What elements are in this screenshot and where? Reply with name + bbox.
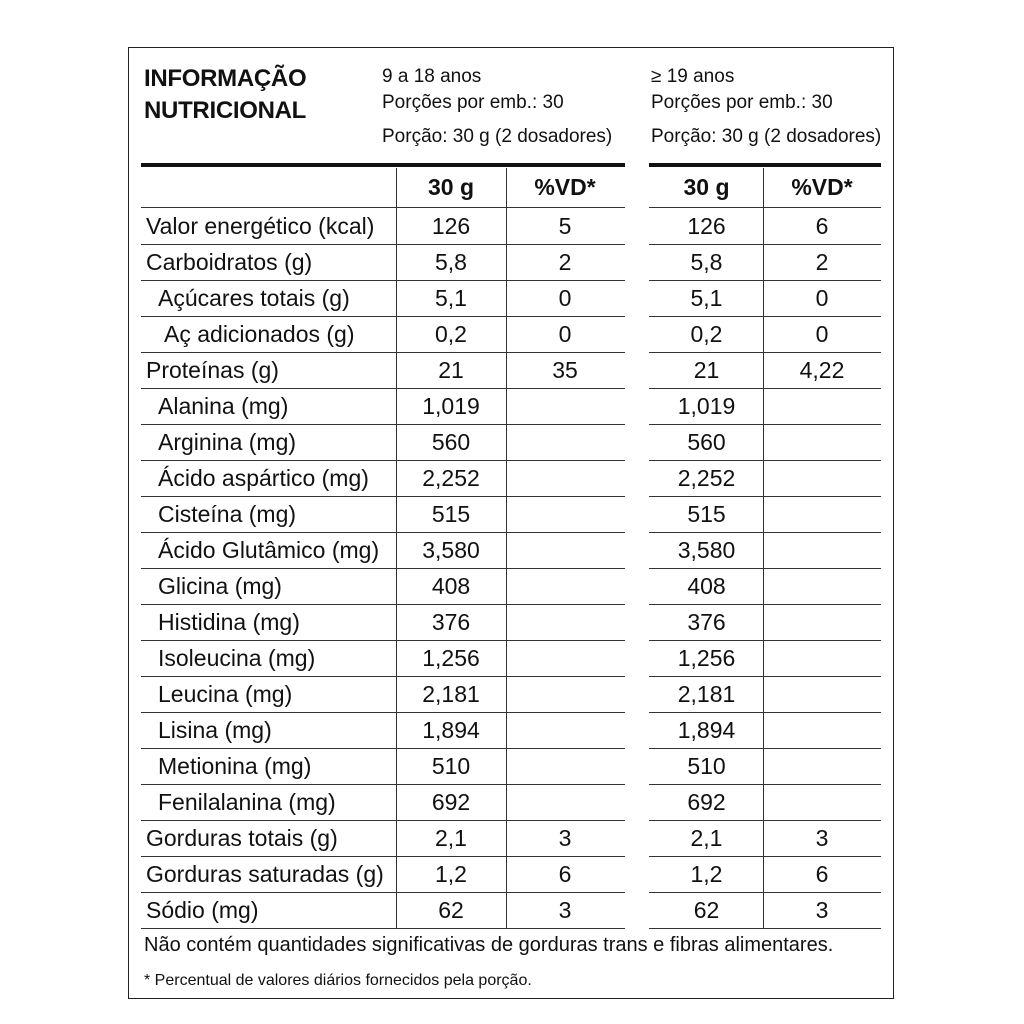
group-b-info xyxy=(651,64,881,150)
row-rule-a xyxy=(141,928,625,929)
cell-vd-b: 6 xyxy=(815,861,829,887)
cell-amount-b: 0,2 xyxy=(690,321,723,347)
cell-amount-b: 408 xyxy=(687,573,726,599)
group-a-portion: Porção: 30 g (2 dosadores) xyxy=(382,126,613,147)
footer-note: Não contém quantidades significativas de gorduras trans e fibras alimentares. xyxy=(144,934,834,956)
cell-vd-a: 2 xyxy=(558,249,572,275)
cell-vd-b: 0 xyxy=(815,285,829,311)
cell-amount-a: 1,894 xyxy=(422,717,480,743)
cell-vd-a xyxy=(506,424,624,460)
cell-vd-a xyxy=(506,784,624,820)
cell-vd-a xyxy=(506,604,624,640)
cell-amount-b: 2,1 xyxy=(690,825,723,851)
row-label: Glicina (mg) xyxy=(158,573,282,599)
cell-amount-a: 62 xyxy=(438,897,464,923)
cell-vd-b xyxy=(763,568,881,604)
page-title xyxy=(144,63,306,127)
row-label: Carboidratos (g) xyxy=(146,249,313,275)
cell-vd-a: 3 xyxy=(558,897,572,923)
cell-vd-a: 0 xyxy=(558,285,572,311)
cell-amount-b: 5,1 xyxy=(690,285,723,311)
footer-footnote: * Percentual de valores diários fornecidos pela porção. xyxy=(144,972,532,989)
cell-amount-a: 408 xyxy=(431,573,471,599)
cell-amount-b: 1,894 xyxy=(677,717,736,743)
cell-amount-b: 1,019 xyxy=(677,393,736,419)
cell-amount-a: 0,2 xyxy=(435,321,467,347)
cell-amount-a: 5,1 xyxy=(435,285,467,311)
cell-amount-a: 1,256 xyxy=(422,645,480,671)
cell-amount-b: 62 xyxy=(693,897,720,923)
row-rule-b xyxy=(649,928,881,929)
row-label: Ácido aspártico (mg) xyxy=(158,465,369,491)
cell-amount-b: 1,256 xyxy=(677,645,736,671)
cell-vd-a: 5 xyxy=(558,213,572,239)
cell-amount-b: 2,181 xyxy=(677,681,736,707)
group-a-info xyxy=(382,64,612,150)
cell-amount-a: 560 xyxy=(431,429,471,455)
cell-amount-a: 1,019 xyxy=(422,393,480,419)
cell-amount-b: 560 xyxy=(687,429,726,455)
cell-vd-b xyxy=(763,712,881,748)
cell-amount-a: 376 xyxy=(431,609,471,635)
row-label: Histidina (mg) xyxy=(158,609,300,635)
cell-vd-b xyxy=(763,676,881,712)
cell-amount-a: 515 xyxy=(431,501,471,527)
cell-vd-b: 2 xyxy=(815,249,829,275)
cell-amount-b: 692 xyxy=(687,789,726,815)
cell-amount-b: 1,2 xyxy=(690,861,723,887)
title-line-1: INFORMAÇÃO xyxy=(144,65,307,92)
cell-vd-b xyxy=(763,496,881,532)
cell-amount-b: 126 xyxy=(687,213,726,239)
cell-amount-a: 2,252 xyxy=(422,465,480,491)
row-label: Gorduras saturadas (g) xyxy=(146,861,384,887)
column-divider xyxy=(763,168,764,928)
row-label: Lisina (mg) xyxy=(158,717,272,743)
title-line-2: NUTRICIONAL xyxy=(144,97,307,124)
cell-vd-b: 3 xyxy=(815,897,829,923)
row-label: Arginina (mg) xyxy=(158,429,297,455)
row-label: Gorduras totais (g) xyxy=(146,825,338,851)
cell-amount-b: 2,252 xyxy=(677,465,736,491)
row-label: Leucina (mg) xyxy=(158,681,293,707)
cell-vd-b xyxy=(763,748,881,784)
column-divider xyxy=(506,168,507,928)
cell-amount-a: 510 xyxy=(431,753,471,779)
header-amount-a: 30 g xyxy=(427,174,475,200)
cell-amount-b: 5,8 xyxy=(690,249,723,275)
header-vd-a: %VD* xyxy=(534,174,596,200)
row-label: Valor energético (kcal) xyxy=(146,213,375,239)
group-a-age: 9 a 18 anos xyxy=(382,66,482,87)
cell-vd-b xyxy=(763,532,881,568)
cell-vd-b xyxy=(763,460,881,496)
cell-vd-a xyxy=(506,712,624,748)
cell-vd-b xyxy=(763,784,881,820)
header-amount-b: 30 g xyxy=(683,174,730,200)
cell-vd-a: 6 xyxy=(558,861,572,887)
column-divider xyxy=(396,168,397,928)
cell-vd-b: 6 xyxy=(815,213,829,239)
cell-amount-b: 376 xyxy=(687,609,726,635)
cell-amount-a: 3,580 xyxy=(422,537,480,563)
row-label: Alanina (mg) xyxy=(158,393,289,419)
cell-amount-b: 515 xyxy=(687,501,726,527)
divider-thick-b xyxy=(649,163,881,167)
cell-vd-a xyxy=(506,640,624,676)
cell-vd-a xyxy=(506,568,624,604)
cell-vd-b xyxy=(763,388,881,424)
cell-vd-a xyxy=(506,496,624,532)
cell-amount-a: 1,2 xyxy=(435,861,467,887)
cell-vd-b xyxy=(763,424,881,460)
cell-amount-a: 2,181 xyxy=(422,681,480,707)
cell-amount-b: 510 xyxy=(687,753,726,779)
row-label: Sódio (mg) xyxy=(146,897,259,923)
group-b-portions: Porções por emb.: 30 xyxy=(651,92,833,113)
cell-vd-b xyxy=(763,604,881,640)
cell-amount-a: 2,1 xyxy=(435,825,467,851)
row-label: Isoleucina (mg) xyxy=(158,645,316,671)
header-vd-b: %VD* xyxy=(791,174,853,200)
divider-thick-a xyxy=(141,163,625,167)
row-label: Aç adicionados (g) xyxy=(164,321,355,347)
group-a-portions: Porções por emb.: 30 xyxy=(382,92,564,113)
row-label: Metionina (mg) xyxy=(158,753,312,779)
cell-vd-a xyxy=(506,388,624,424)
row-label: Cisteína (mg) xyxy=(158,501,297,527)
cell-amount-b: 3,580 xyxy=(677,537,736,563)
cell-amount-b: 21 xyxy=(693,357,720,383)
cell-vd-a: 3 xyxy=(558,825,572,851)
cell-vd-a xyxy=(506,676,624,712)
group-b-age: ≥ 19 anos xyxy=(651,66,735,87)
row-label: Proteínas (g) xyxy=(146,357,279,383)
cell-vd-a xyxy=(506,460,624,496)
cell-vd-b: 4,22 xyxy=(799,357,845,383)
row-label: Açúcares totais (g) xyxy=(158,285,350,311)
cell-vd-a: 35 xyxy=(552,357,578,383)
cell-vd-a: 0 xyxy=(558,321,572,347)
group-b-portion: Porção: 30 g (2 dosadores) xyxy=(651,126,882,147)
row-label: Ácido Glutâmico (mg) xyxy=(158,537,380,563)
cell-amount-a: 21 xyxy=(438,357,464,383)
cell-amount-a: 692 xyxy=(431,789,471,815)
cell-vd-b xyxy=(763,640,881,676)
cell-vd-b: 0 xyxy=(815,321,829,347)
cell-amount-a: 126 xyxy=(431,213,471,239)
row-label: Fenilalanina (mg) xyxy=(158,789,336,815)
cell-vd-b: 3 xyxy=(815,825,829,851)
cell-vd-a xyxy=(506,532,624,568)
cell-amount-a: 5,8 xyxy=(435,249,467,275)
cell-vd-a xyxy=(506,748,624,784)
